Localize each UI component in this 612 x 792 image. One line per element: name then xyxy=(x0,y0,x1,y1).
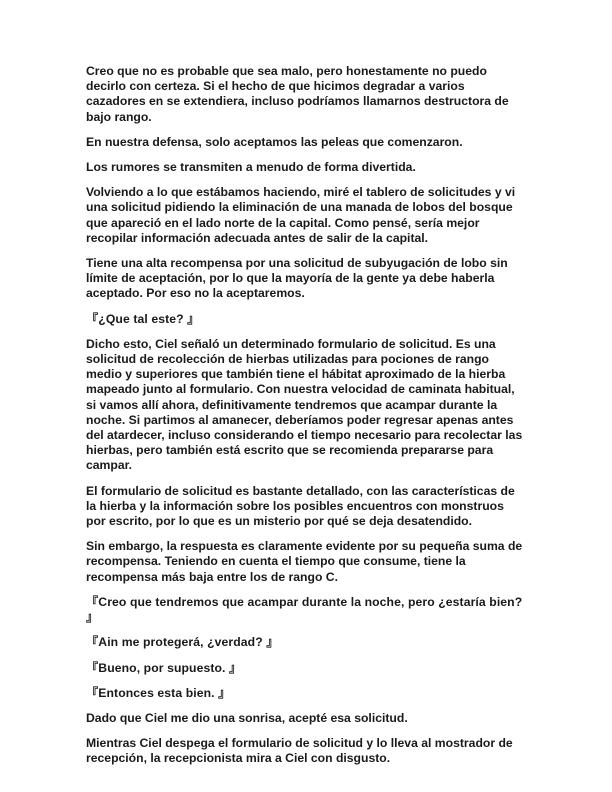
paragraph: Dicho esto, Ciel señaló un determinado formulario de solicitud. Es una solicitud de recolección de hierbas utilizadas para pociones de rango medio y superiores que también tiene el hábitat aproximado de la hierba mapeado junto al formulario. Con nuestra velocidad de caminata habitual, si vamos allí ahora, definitivamente tendremos que acampar durante la noche. Si partimos al amanecer, deberíamos poder regresar apenas antes del atardecer, incluso considerando el tiempo necesario para recolectar las hierbas, pero también está escrito que se recomienda prepararse para campar. xyxy=(86,336,523,473)
paragraph: Tiene una alta recompensa por una solicitud de subyugación de lobo sin límite de aceptación, por lo que la mayoría de la gente ya debe haberla aceptado. Por eso no la aceptaremos. xyxy=(86,256,508,301)
paragraph: El formulario de solicitud es bastante detallado, con las características de la hierba y la información sobre los posibles encuentros con monstruos por escrito, por lo que es un misterio por qué se deja desatendido. xyxy=(86,483,515,529)
paragraph: Dado que Ciel me dio una sonrisa, acepté esa solicitud. xyxy=(86,710,408,725)
paragraph: Los rumores se transmiten a menudo de forma divertida. xyxy=(86,160,416,175)
dialog-line: 『¿Que tal este? 』 xyxy=(86,311,200,326)
paragraph: Sin embargo, la respuesta es claramente evidente por su pequeña suma de recompensa. Teniendo en cuenta el tiempo que consume, tiene la recompensa más baja entre los de rango C. xyxy=(86,539,523,584)
paragraph: En nuestra defensa, solo aceptamos las peleas que comenzaron. xyxy=(86,134,463,149)
dialog-line: 『Bueno, por supuesto. 』 xyxy=(86,660,242,675)
dialog-line: 『Creo que tendremos que acampar durante la noche, pero ¿estaría bien? 』 xyxy=(86,594,523,625)
paragraph: Volviendo a lo que estábamos haciendo, miré el tablero de solicitudes y vi una solicitud pidiendo la eliminación de una manada de lobos del bosque que apareció en el lado norte de la capital. Como pensé, sería mejor recopilar información adecuada antes de salir de la capital. xyxy=(86,185,516,245)
paragraph: Mientras Ciel despega el formulario de solicitud y lo lleva al mostrador de recepción, la recepcionista mira a Ciel con disgusto. xyxy=(86,736,513,766)
document-body xyxy=(86,64,524,777)
dialog-line: 『Entonces esta bien. 』 xyxy=(86,685,231,700)
dialog-line: 『Ain me protegerá, ¿verdad? 』 xyxy=(86,635,279,650)
paragraph: Creo que no es probable que sea malo, pero honestamente no puedo decirlo con certeza. Si el hecho de que hicimos degradar a varios cazadores en se extendiera, incluso podríamos llamarnos destructora de bajo rango. xyxy=(86,64,509,124)
